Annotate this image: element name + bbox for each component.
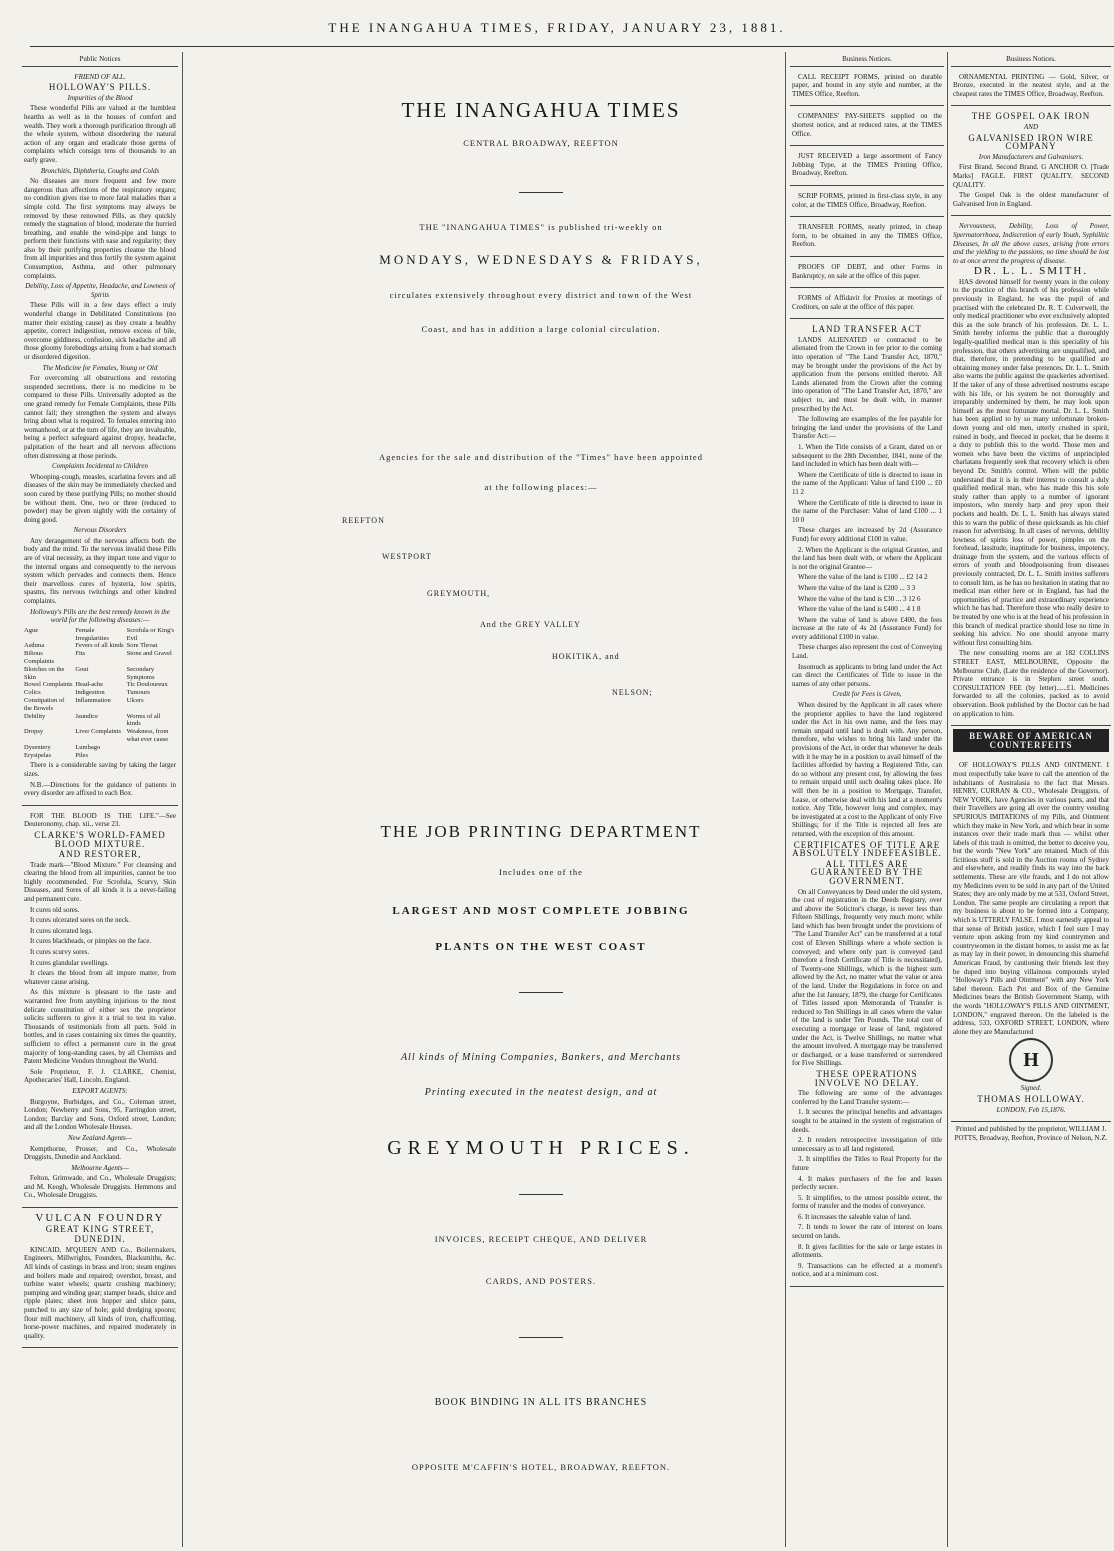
masthead (0, 0, 1114, 52)
trade-marks: First Brand. Second Brand. G ANCHOR O. [Trade Marks] FAGLE. FIRST QUALITY. SECOND QUALITY. (953, 163, 1109, 189)
disease-cell: Worms of all kinds (126, 712, 161, 728)
notice (790, 217, 944, 257)
fee-line: Where the value of the land is £400 ... 4 1 8 (798, 605, 921, 614)
divider (519, 992, 563, 993)
diseases-table (24, 627, 176, 760)
subheading: Debility, Loss of Appetite, Headache, and Lowness of Spirits (25, 282, 175, 299)
gospel-subtitle: GALVANISED IRON WIRE COMPANY (968, 132, 1094, 152)
disease-cell: Secondary Symptoms (126, 665, 155, 681)
disease-cell: Ulcers (126, 696, 144, 704)
subheading: Impurities of the Blood (67, 93, 133, 102)
disease-cell: Fits (75, 650, 86, 658)
gospel-sub: Iron Manufacturers and Galvanisers. (978, 152, 1084, 161)
paragraph: 2. When the Applicant is the original Grantee, and the land has been dealt with, or where the Applicant is not the original Grantee— (792, 545, 942, 571)
notice (790, 67, 944, 107)
disease-cell (127, 752, 176, 760)
land-transfer-advert (790, 319, 944, 1287)
divider (519, 1337, 563, 1338)
disease-cell: Inflammation (75, 696, 111, 704)
imprint: Printed and published by the proprietor, WILLIAM J. POTTS, Broadway, Reefton, Province of Nelson, N.Z. (954, 1125, 1108, 1142)
disease-cell: Asthma (24, 642, 45, 650)
disease-cell: Gout (75, 665, 89, 673)
disease-cell: Tic Douloureux (126, 681, 168, 689)
holloway-advert (22, 67, 178, 806)
vulcan-street: GREAT KING STREET, (45, 1223, 155, 1234)
vulcan-advert (22, 1208, 178, 1348)
disease-cell: Bilious Complaints (24, 650, 54, 665)
fee-line: These charges also represent the cost of Conveying Land. (792, 643, 942, 661)
disease-cell: Stone and Gravel (126, 650, 172, 658)
disease-cell: Weakness, from what ever cause (126, 728, 169, 743)
advantages-list (792, 1108, 942, 1279)
address-footer: OPPOSITE M'CAFFIN'S HOTEL, BROADWAY, REEFTON. (411, 1462, 671, 1472)
advantage-line: 8. It gives facilities for the sale or large estates in allotments. (792, 1242, 942, 1260)
paragraph: ORNAMENTAL PRINTING — Gold, Silver, or Bronze, executed in the neatest style, and at the cheapest rates the TIMES Office, Broadway, Reefton. (953, 72, 1109, 98)
place-name: HOKITIKA, and (552, 652, 620, 661)
paragraph: Insomuch as applicants to bring land under the Act can direct the Certificates of Title to issue in the names of any other persons. (792, 662, 942, 688)
column-rule (785, 52, 786, 1547)
notice (790, 288, 944, 319)
masthead-rule (30, 46, 1114, 47)
cure-line: It cures scurvy sores. (30, 948, 90, 957)
place-name: NELSON; (612, 688, 653, 697)
cure-line: It cures glandular swellings. (30, 958, 109, 967)
paragraph: OF HOLLOWAY'S PILLS AND OINTMENT. I most respectfully take leave to call the attention of the inhabitants of Australasia to the fact that Messrs. HENRY, CURRAN & CO., Wholesale Druggists, of NEW YORK, have Agencies in various parts, and that their Travellers are going all over the country vending SPURIOUS IMITATIONS of my Pills, and Ointment which they make in New York, and which bear in some instances over their trade mark thus — whilst other labels of this trash is omitted, the better to deceive you, but the words "New York" are retained. Much of this fictitious stuff is sold in the Auction rooms of Sydney and elsewhere, and readily finds its way into the back settlements. These are vile frauds, and I do not allow my Medicines even to be sold in any part of the United States; they are only made by me at 533, Oxford Street, London. The same people are circulating a report that my business is about to be formed into a Company, which is UTTERLY FALSE. I most earnestly appeal to that sense of British justice, which I feel sure I may venture upon asking from my kind countrymen and countrywomen in the distant homes, to assist me as far as may lay in their power, in denouncing this shameful American Fraud, by cautioning their friends lest they be duped into buying villainous compounds styled "Holloway's Pills and Ointment" with any New York label thereon. Each Pot and Box of the Genuine Medicines bears the British Government Stamp, with the words "HOLLOWAY'S PILLS AND OINTMENT, LONDON," engraved thereon. On the labeled is the address, 533, OXFORD STREET, LONDON, where alone they are Manufactured (953, 761, 1109, 1036)
circulation-line: Coast, and has in addition a large colonial circulation. (421, 324, 661, 334)
smith-advert (951, 216, 1111, 726)
invoices-line: INVOICES, RECEIPT CHEQUE, AND DELIVER (434, 1234, 648, 1244)
land-transfer-title: LAND TRANSFER ACT (812, 324, 922, 335)
disease-cell: Indigestion (75, 689, 105, 697)
advantage-line: 1. It secures the principal benefits and advantages sought to be attained in the system of registration of deeds. (792, 1108, 942, 1134)
column-business-notices (790, 52, 944, 1547)
prices-line: GREYMOUTH PRICES. (387, 1137, 695, 1159)
signed-line: Signed. (1020, 1084, 1042, 1093)
notice (790, 106, 944, 146)
holloway-warning-advert (951, 755, 1111, 1122)
advantage-line: 2. It renders retrospective investigation of title unnecessary as to all land registered. (792, 1136, 942, 1153)
paragraph: CALL RECEIPT FORMS, printed on durable paper, and bound in any style and number, at the TIMES Office, Reefton. (792, 72, 942, 98)
disease-cell: Dysentery (24, 743, 51, 751)
subheading: ALL TITLES ARE GUARANTEED BY THE GOVERNMENT. (810, 858, 924, 886)
paragraph: Kempthorne, Prosser, and Co., Wholesale Druggists, Dunedin and Auckland. (24, 1144, 176, 1162)
fees-list (792, 471, 942, 544)
fee-line: Where the value of land is above £400, the fees increase at the rate of 4s 2d (Assurance Fund) for every additional £100 in value. (792, 615, 942, 641)
signature: THOMAS HOLLOWAY. (977, 1093, 1085, 1104)
paragraph: These wonderful Pills are valued at the humblest hearths as well as in the houses of comfort and wealth. They work a thorough purification through all the whole system, without disordering the natural action of any organ and eradicate those germs of complaints which consign tens of thousands to an early grave. (24, 104, 176, 164)
paragraph: The Gospel Oak is the oldest manufacturer of Galvanised Iron in England. (953, 191, 1109, 208)
subheading: Credit for Fees is Given, (832, 690, 902, 699)
disease-cell (127, 744, 176, 752)
subheading: New Zealand Agents— (67, 1133, 133, 1142)
notice (951, 67, 1111, 107)
disease-cell: Sore Throat (126, 642, 158, 650)
cards-line: CARDS, AND POSTERS. (485, 1276, 597, 1286)
paragraph: Burgoyne, Burbidges, and Co., Coleman street, London; Newberry and Sons, 95, Farringdon street, London; Barclay and Sons, Oxford street, London; and all the London Wholesale Houses. (24, 1097, 176, 1132)
subheading: Melbourne Agents— (71, 1163, 129, 1172)
disease-cell: Debility (24, 712, 46, 720)
paragraph: For overcoming all obstructions and restoring suspended secretions, there is no medicine to be compared to these Pills. Universally adopted as the one grand remedy for Female Complaints, these Pills cannot fail; they strengthen the system and always bring about what is required. To females entering into womanhood, or at the turn of life, they are invaluable, being a perfect safeguard against dropsy, headache, palpitation of the heart and all nervous affections often distressing at those periods. (24, 374, 176, 460)
paragraph: Sole Proprietor, F. J. CLARKE, Chemist, Apothecaries' Hall, Lincoln, England. (24, 1067, 176, 1085)
job-printing-title: THE JOB PRINTING DEPARTMENT (380, 822, 702, 841)
disease-cell: Constipation of the Bowels (24, 696, 65, 712)
gospel-title: THE GOSPEL OAK IRON (971, 111, 1091, 122)
paragraph: FOR THE BLOOD IS THE LIFE."—See Deuteronomy, chap. xii., verse 23. (24, 811, 176, 829)
disease-cell: Head-ache (75, 681, 104, 689)
disease-cell: Erysipelas (24, 751, 52, 759)
column-rule (947, 52, 948, 1547)
place-name: GREYMOUTH, (427, 589, 491, 598)
paragraph: HAS devoted himself for twenty years in the colony to the practice of this branch of his profession while previously in England, he was the pupil of and practised with the celebrated Dr. R. T. Culverwell, the only medical practitioner who ever exclusively adopted this as the sole branch of his profession. Dr. L. L. Smith hereby informs the public that a thoroughly legally-qualified medical man is this speciality of his profession, that others advertising are unqualified, and that, therefore, in pretending to be qualified are obtaining money under false pretences. Dr. L. L. Smith also warns the public against the quackeries advertised. If the taker of any of these advertised nostrums escape with his life, or his system be not thoroughly and irreparably undermined by them, he may look upon himself as the most fortunate mortal. Dr. L. L. Smith has been applied to by so many unfortunate broken-down young and old men, utterly crushed in spirit, ruined in body, and fleeced in pocket, that he deems it a duty to publish this to the world. Those men and women who have been the victims of unprincipled charlatans frequently seek that recovery which is often beyond Dr. Smith's control. When will the public understand that it is in their interest to consult a duly qualified medical man, who has made this his sole study rather than apply to a number of ignorant impostors, who merely harp and prey upon their pockets and health. Dr. L. L. Smith has always stated this to warn the public of these quicksands as his chief reason for advertising. In all cases of nervous, debility lowness of spirits loss of power, pimples on the forehead, lassitude, inaptitude for business, impotency, drainage from the system, and the various effects of errors of youth and bloodpoisoning from diseases previously contracted, Dr. L. L. Smith invites sufferers to consult him, as he has no hesitation in stating that no medical man either here or in England, has had the opportunities of practice and extraordinary experience which he has had. Therefore those who really desire to be treated by one who is at the head of his profession in this branch of medical practice should lose no time in seeking his advice. No one should anyone marry without first consulting him. (953, 277, 1109, 647)
fee-line: These charges are increased by 2d (Assurance Fund) for every additional £100 in value. (792, 526, 942, 543)
paragraph: 1. When the Title consists of a Grant, dated on or subsequent to the 28th December, 1841, none of the land included in which has been dealt with— (792, 443, 942, 469)
advantage-line: 6. It increases the saleable value of land. (798, 1212, 912, 1221)
paragraph: No diseases are more frequent and few more dangerous than affections of the respiratory organs; no condition gives rise to more fatal maladies than a simple cold. The first symptoms may always be removed by these renowned Pills, as they quickly remedy the stagnation of blood, moderate the hurried breathing, and enable the wind-pipe and lungs to perform their functions with ease and regularity; they also by their purifying properties cleanse the blood from all impurities and thus fortify the system against Consumption, Asthma, and other pulmonary complaints. (24, 177, 176, 280)
largest-line: LARGEST AND MOST COMPLETE JOBBING (392, 905, 690, 917)
vulcan-title: VULCAN FOUNDRY (35, 1212, 165, 1225)
place-name: REEFTON (342, 516, 385, 525)
advantage-line: 7. It tends to lower the rate of interest on loans secured on lands. (792, 1223, 942, 1241)
place-name: WESTPORT (382, 552, 432, 561)
column-header: Business Notices. (790, 52, 944, 67)
cure-line: It cures ulcerated legs. (30, 926, 93, 935)
cure-line: It cures blackheads, or pimples on the face. (30, 937, 152, 946)
mining-line: All kinds of Mining Companies, Bankers, and Merchants (400, 1052, 682, 1063)
agencies-line: at the following places:— (484, 482, 598, 492)
vulcan-city: DUNEDIN. (74, 1234, 126, 1245)
cure-line: It cures old sores. (30, 905, 80, 914)
column-header: Public Notices (22, 52, 178, 67)
subheading: The Medicine for Females, Young or Old (42, 363, 158, 372)
cure-line: It cures ulcerated sores on the neck. (30, 916, 131, 925)
subheading: EXPORT AGENTS: (72, 1086, 128, 1095)
subheading: Complaints Incidental to Children (52, 462, 148, 471)
disease-cell: Scrofula or King's Evil (126, 626, 175, 642)
paragraph: N.B.—Directions for the guidance of patients in every disorder are affixed to each Box. (24, 780, 176, 798)
clarke-title: CLARKE'S WORLD-FAMED BLOOD MIXTURE. (34, 829, 166, 849)
paragraph: LANDS ALIENATED or contracted to be alienated from the Crown in fee prior to the coming into operation of "The Land Transfer Act, 1870," may be brought under the provisions of the Act by application from the persons entitled thereto. All Lands alienated from the Crown after the coming into operation of "The Land Transfer Act, 1870," are subject to, and must be dealt with, in manner prescribed by the Act. (792, 335, 942, 413)
advantage-line: 4. It makes purchasers of the fee and leases perfectly secure. (792, 1174, 942, 1192)
place-name: And the GREY VALLEY (480, 620, 581, 629)
clarke-advert (22, 806, 178, 1208)
clarke-subtitle: AND RESTORER, (58, 849, 142, 860)
subheading: Holloway's Pills are the best remedy known in the world for the following diseases:— (30, 607, 170, 625)
paragraph: KINCAID, M'QUEEN AND Co., Boilermakers, Engineers, Millwrights, Founders, Blacksmiths, &c. All kinds of castings in brass and iron; steam engines and boilers made and repaired; overshot, breast, and turbine water wheels; quartz crushing machinery; pumping and winding gear; stamper heads, sluice and ripple plates; sheet iron hopper and sluice pans, punched to any size of hole; gold dredging spoons; flour mill machinery, all kinds of iron, chaffcutting, horse-power machines, and repaired moderately in quality. (24, 1245, 176, 1340)
masthead-text: THE INANGAHUA TIMES, FRIDAY, JANUARY 23, 1881. (328, 20, 786, 35)
paragraph: Trade mark—"Blood Mixture." For cleansing and clearing the blood from all impurities, cannot be too highly recommended. For Scrofula, Scurvy, Skin Diseases, and Sores of all kinds it is a never-failing and permanent cure. (24, 860, 176, 904)
disease-cell: Dropsy (24, 728, 44, 736)
column-public-notices (22, 52, 178, 1547)
fee-line: Where the Certificate of title is directed to issue in the name of the Applicant: Value of land £100 ... £0 11 2 (792, 470, 942, 496)
printing-line: Printing executed in the neatest design, and at (424, 1087, 658, 1098)
circulation-line: circulates extensively throughout every district and town of the West (389, 290, 693, 300)
fee-line: Where the Certificate of title is directed to issue in the name of the Purchaser: Value of land £100 ... 1 10 0 (792, 498, 942, 524)
gospel-oak-advert (951, 106, 1111, 216)
paragraph: As this mixture is pleasant to the taste and warranted free from anything injurious to the most delicate constitution of either sex the proprietor solicits sufferers to give it a trial to test its value. Thousands of testimonials from all parts. Sold in bottles, and in cases containing six times the quantity, sufficient to effect a permanent cure in the great majority of long-standing cases, by all Chemists and Patent Medicine Vendors throughout the World. (24, 988, 176, 1066)
published-line: THE "INANGAHUA TIMES" is published tri-weekly on (419, 222, 663, 232)
counterfeit-banner: BEWARE OF AMERICAN COUNTERFEITS (953, 729, 1109, 752)
date-line: LONDON, Feb 15,1876. (996, 1105, 1066, 1114)
paragraph: These Pills will in a few days effect a truly wonderful change in Debilitated Constitutions (no matter their existing cause) as they create a healthy appetite, correct indigestion, remove excess of bile, overcome giddiness, confusion, sick headache and all those gloomy forebodings arising from a bad stomach or disordered digestion. (24, 301, 176, 361)
disease-cell: Blotches on the Skin (24, 665, 65, 681)
paragraph: When desired by the Applicant in all cases where the proprietor applies to have the land registered under the Act in his own name, and the fees may remain unpaid until land is dealt with. Any person, therefore, who wishes to bring his land under the provisions of the Act, in order that whenever he deals with it he may be in a position to avail himself of the facilities afforded by having a Registered Title, can do so without any present cost, by allowing the fees to remain unpaid until such dealing takes place. He will then be in a position to Mortgage, Transfer, Lease, or otherwise deal with his land at a moment's notice. Any Title, however long and complex, may be investigated at a cost to the Applicant of only Five Shillings; for if the Title is rejected all fees are returned, with the exception of this amount. (792, 701, 942, 838)
divider (519, 1194, 563, 1195)
disease-cell: Colics (24, 689, 41, 697)
paragraph: The new consulting rooms are at 182 COLLINS STREET EAST, MELBOURNE, Opposite the Melbourne Club, (Late the residence of the Governor). Private entrance is in Stephen street south. CONSULTATION FEE (by letter)......£1. Medicines forwarded to all the colonies, packed as to avoid observation. Book published by the Doctor can be had on application to him. (953, 649, 1109, 718)
gospel-and: AND (1024, 122, 1038, 131)
holloway-title: HOLLOWAY'S PILLS. (48, 82, 152, 93)
subheading: Bronchitis, Diphtheria, Coughs and Colds (40, 166, 160, 175)
paragraph: TRANSFER FORMS, neatly printed, in cheap form, to be obtained in any the TIMES Office, Reefton. (792, 223, 942, 249)
holloway-seal-icon: H (1009, 1038, 1053, 1082)
paragraph: FORMS of Affidavit for Proxies at meetings of Creditors, on sale at the office of this paper. (792, 294, 942, 311)
friend-heading: FRIEND OF ALL. (74, 72, 126, 81)
paragraph: COMPANIES' PAY-SHEETS supplied on the shortest notice, and at reduced rates, at the TIMES Office. (792, 112, 942, 138)
cure-line: It clears the blood from all impure matter, from whatever cause arising. (24, 969, 176, 986)
plants-line: PLANTS ON THE WEST COAST (435, 941, 647, 953)
subheading: CERTIFICATES OF TITLE ARE ABSOLUTELY INDEFEASIBLE. (792, 839, 942, 859)
disease-cell: Jaundice (75, 712, 99, 720)
advantage-line: 9. Transactions can be effected at a moment's notice, and at a minimum cost. (792, 1261, 942, 1279)
newspaper-title: THE INANGAHUA TIMES (401, 98, 681, 122)
column-rule (182, 52, 183, 1547)
paragraph: SCRIP FORMS, printed in first-class style, in any color, at the TIMES Office, Broadway, Reefton. (792, 191, 942, 209)
paragraph: PROOFS OF DEBT, and other Forms in Bankruptcy, on sale at the office of this paper. (792, 262, 942, 280)
agencies-line: Agencies for the sale and distribution of the "Times" have been appointed (379, 452, 703, 462)
disease-cell: Bowel Complaints (24, 681, 73, 689)
disease-cell: Liver Complaints (75, 728, 122, 736)
publication-days: MONDAYS, WEDNESDAYS & FRIDAYS, (379, 252, 703, 267)
paragraph: Any derangement of the nervous affects both the body and the mind. To the nervous invalid these Pills are of vital necessity, as they impart tone and vigor to the internal organs and consequently to the nervous system which pervades and connects them. Hence their marvellous cures of hysteria, low spirits, spasms, fits nervous twitchings and other kindred complaints. (24, 536, 176, 606)
paragraph: Felton, Grimwade, and Co., Wholesale Druggists; and M. Keogh, Wholesale Druggists. Hemmons and Co., Wholesale Druggists. (24, 1174, 176, 1200)
fees-list (792, 573, 942, 660)
times-advert (312, 52, 770, 1547)
paragraph: There is a considerable saving by taking the larger sizes. (24, 761, 176, 778)
subheading: Nervous Disorders (73, 526, 127, 535)
disease-cell: Piles (75, 751, 88, 759)
fee-line: Where the value of the land is £100 ... £2 14 2 (798, 573, 928, 582)
disease-cell: Ague (24, 626, 39, 634)
fee-line: Where the value of the land is £200 ... 3 3 (798, 583, 916, 592)
advantage-line: 3. It simplifies the Titles to Real Property for the future (792, 1155, 942, 1172)
fee-line: Where the value of the land is £30 ... 3 12 6 (798, 594, 921, 603)
cures-list (24, 906, 176, 987)
paragraph: On all Conveyances by Deed under the old system, the cost of registration in the Deeds Registry, over and above the Solicitor's charge, is never less than Fifteen Shillings, frequently very much more; while land which has been brought under the provisions of "The Land Transfer Act" can be transferred at a total cost of Eleven Shillings where a whole section is conveyed; and where only part is conveyed (and therefore a fresh Certificate of Title is necessitated), of Twenty-one Shillings, which is the highest sum allowed by the Act, no matter what the value or area of the land. Under the Regulations in force on and after the 1st January, 1879, the charge for Certificates of Titles issued upon Memoranda of Transfer is reduced to Ten Shillings in all cases where the value of the land is under Ten Pounds. The total cost of executing a mortgage or lease of land, registered under the Act, is Twelve Shillings, no matter what the amount involved. A mortgage may be transferred or discharged, or a lease transferred or surrendered for Five Shillings. (792, 887, 942, 1068)
paragraph: Whooping-cough, measles, scarlatina fevers and all diseases of the skin may be immediately checked and soon cured by these purifying Pills; no mother should be without them. One, two or three (reduced to powder) may be given nightly with the certainty of doing good. (24, 472, 176, 524)
disease-cell: Fevers of all kinds (75, 642, 124, 650)
disease-cell: Tumours (126, 689, 150, 697)
includes-line: Includes one of the (499, 867, 583, 877)
divider (519, 192, 563, 193)
paragraph: The following are examples of the fee payable for bringing the land under the provisions of the Land Transfer Act:— (792, 415, 942, 441)
disease-cell: Female Irregularities (75, 626, 109, 642)
disease-cell: Lumbago (75, 743, 101, 751)
notice (790, 186, 944, 217)
advantage-line: 5. It simplifies, to the utmost possible extent, the forms of transfer and the modes of conveyance. (792, 1193, 942, 1211)
address: CENTRAL BROADWAY, REEFTON (463, 138, 619, 148)
notice (790, 146, 944, 186)
column-business-notices-2 (951, 52, 1111, 1547)
paragraph: Nervousness, Debility, Loss of Power, Spermatorrhoea, Indiscretion of early Youth, Syphilitic Diseases, In all the above cases, arising from errors and the yielding to the passions, no time should be lost to at once arrest the progress of disease. (953, 222, 1109, 265)
smith-title: DR. L. L. SMITH. (973, 265, 1089, 278)
notice (790, 257, 944, 288)
paragraph: The following are some of the advantages conferred by the Land Transfer system:— (792, 1089, 942, 1106)
paragraph: JUST RECEIVED a large assortment of Fancy Jobbing Type, at the TIMES Printing Office, Broadway, Reefton. (792, 152, 942, 178)
binding-line: BOOK BINDING IN ALL ITS BRANCHES (434, 1397, 648, 1408)
subheading: THESE OPERATIONS INVOLVE NO DELAY. (814, 1068, 920, 1088)
column-header: Business Notices. (951, 52, 1111, 67)
